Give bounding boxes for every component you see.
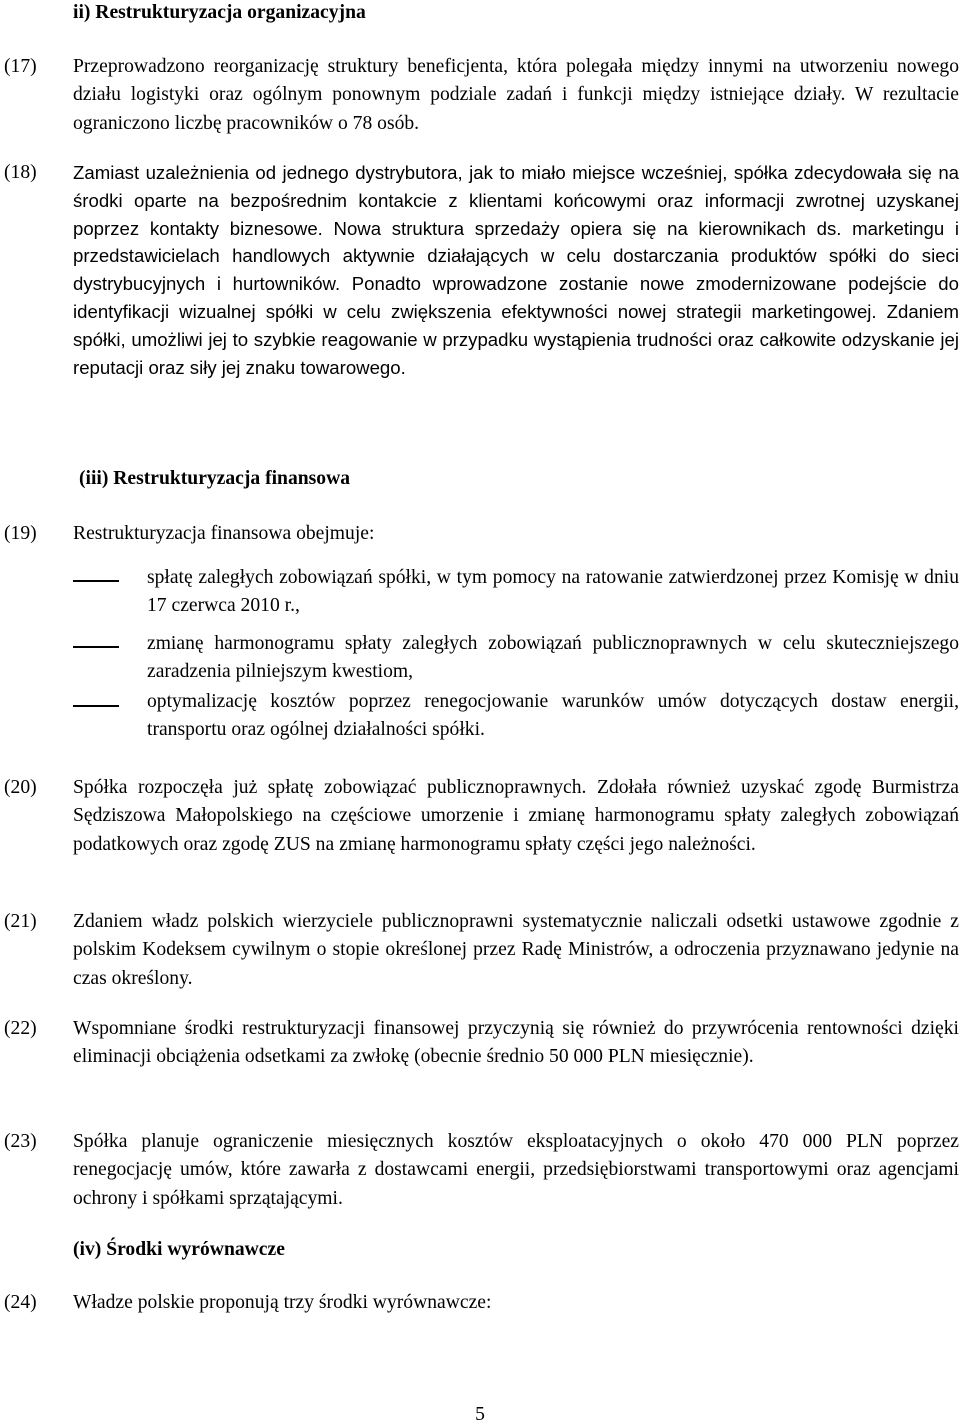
paragraph-18-text: Zamiast uzależnienia od jednego dystrybutora, jak to miało miejsce wcześniej, spółka zdecydowała się na środki oparte na bezpośrednim kontakcie z klientami końcowymi oraz informacji zwrotnej uzyskanej poprzez kontakty biznesowe. Nowa struktura sprzedaży opiera się na kierownikach ds. marketingu i przedstawicielach handlowych aktywnie działających w celu dostarczania produktów spółki do sieci dystrybucyjnych i hurtowników. Ponadto wprowadzone zostanie nowe zmodernizowane podejście do identyfikacji wizualnej spółki w celu zwiększenia efektywności nowej strategii marketingowej. Zdaniem spółki, umożliwi jej to szybkie reagowanie w przypadku wystąpienia trudności oraz całkowite odzyskanie jej reputacji oraz siły jej znaku towarowego. [73, 162, 959, 378]
paragraph-number-21: (21) [4, 911, 37, 932]
page-number: 5 [475, 1404, 485, 1425]
paragraph-23-text: Spółka planuje ograniczenie miesięcznych kosztów eksploatacyjnych o około 470 000 PLN poprzez renegocjację umów, które zawarła z dostawcami energii, przedsiębiorstwami transportowymi oraz agencjami ochrony i spółkami sprzątającymi. [73, 1131, 959, 1209]
paragraph-19-text: Restrukturyzacja finansowa obejmuje: [73, 523, 375, 544]
paragraph-number-18: (18) [4, 162, 37, 183]
paragraph-24-text: Władze polskie proponują trzy środki wyrównawcze: [73, 1292, 492, 1313]
paragraph-number-17: (17) [4, 56, 37, 77]
paragraph-21-text: Zdaniem władz polskich wierzyciele publicznoprawni systematycznie naliczali odsetki ustawowe zgodnie z polskim Kodeksem cywilnym o stopie określonej przez Radę Ministrów, a odroczenia przyznawano jedynie na czas określony. [73, 911, 959, 989]
section-heading-ii: ii) Restrukturyzacja organizacyjna [73, 2, 366, 23]
paragraph-17-text: Przeprowadzono reorganizację struktury beneficjenta, która polegała między innymi na utworzeniu nowego działu logistyki oraz ogólnym ponownym podziale zadań i funkcji między istniejące działy. W rezultacie ograniczono liczbę pracowników o 78 osób. [73, 56, 959, 134]
paragraph-22-text: Wspomniane środki restrukturyzacji finansowej przyczynią się również do przywrócenia rentowności dzięki eliminacji obciążenia odsetkami za zwłokę (obecnie średnio 50 000 PLN miesięcznie). [73, 1018, 959, 1068]
paragraph-number-20: (20) [4, 777, 37, 798]
list-item-text: spłatę zaległych zobowiązań spółki, w tym pomocy na ratowanie zatwierdzonej przez Komisję w dniu 17 czerwca 2010 r., [147, 567, 959, 617]
paragraph-number-22: (22) [4, 1018, 37, 1039]
dash-bullet-icon [73, 580, 119, 582]
paragraph-20-text: Spółka rozpoczęła już spłatę zobowiązać publicznoprawnych. Zdołała również uzyskać zgodę Burmistrza Sędziszowa Małopolskiego na częściowe umorzenie i zmianę harmonogramu spłaty zaległych zobowiązań podatkowych oraz zgodę ZUS na zmianę harmonogramu spłaty części jego należności. [73, 777, 959, 855]
list-item-text: optymalizację kosztów poprzez renegocjowanie warunków umów dotyczących dostaw energii, transportu oraz ogólnej działalności spółki. [147, 691, 959, 741]
paragraph-number-19: (19) [4, 523, 37, 544]
list-item-text: zmianę harmonogramu spłaty zaległych zobowiązań publicznoprawnych w celu skuteczniejszego zaradzenia pilniejszym kwestiom, [147, 633, 959, 683]
section-heading-iv: (iv) Środki wyrównawcze [73, 1239, 285, 1260]
paragraph-number-23: (23) [4, 1131, 37, 1152]
paragraph-number-24: (24) [4, 1292, 37, 1313]
dash-bullet-icon [73, 646, 119, 648]
dash-bullet-icon [73, 705, 119, 707]
section-heading-iii: (iii) Restrukturyzacja finansowa [79, 468, 351, 489]
